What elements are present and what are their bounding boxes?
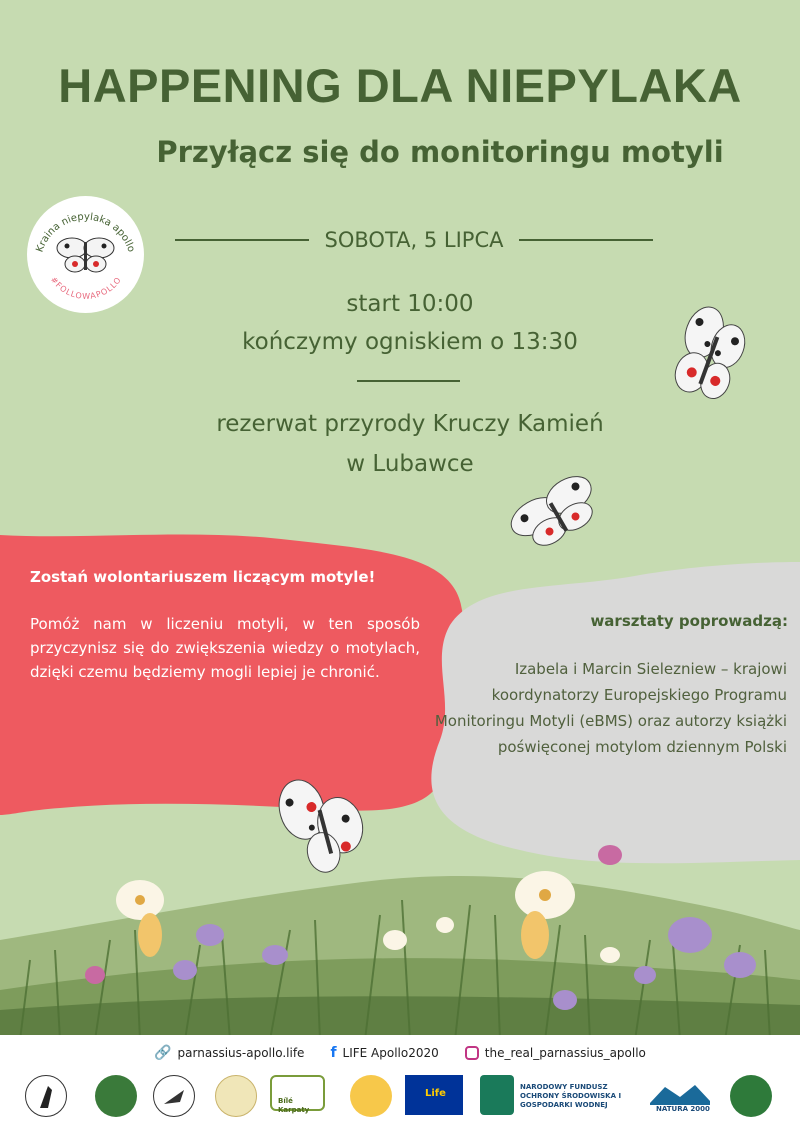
- kraina-niepylaka-badge: [27, 196, 144, 313]
- footer: [0, 1035, 800, 1131]
- location-line-2: w Lubawce: [346, 451, 474, 477]
- apollo-butterfly-icon: [272, 770, 372, 885]
- national-park-logo: [95, 1075, 137, 1117]
- website-label: parnassius-apollo.life: [177, 1046, 305, 1060]
- location-line-1: rezerwat przyrody Kruczy Kamień: [216, 411, 604, 437]
- orange-logo: [350, 1075, 392, 1117]
- end-time: kończymy ogniskiem o 13:30: [242, 329, 578, 355]
- facebook-icon: f: [330, 1045, 337, 1061]
- eu-life-logo: [405, 1075, 463, 1115]
- event-time: [150, 285, 670, 361]
- natura-text: NATURA 2000: [656, 1105, 710, 1113]
- butterfly-icon: [57, 238, 114, 272]
- workshop-heading: warsztaty poprowadzą:: [590, 612, 788, 630]
- date-row: [175, 228, 653, 252]
- partner-logos: [10, 1075, 790, 1125]
- life-text: Life: [425, 1088, 446, 1099]
- instagram-link[interactable]: [465, 1046, 646, 1060]
- instagram-icon: [465, 1046, 479, 1060]
- website-link[interactable]: [154, 1045, 304, 1061]
- bile-karpaty-logo: [270, 1075, 325, 1114]
- link-icon: 🔗: [154, 1045, 172, 1061]
- badge-hashtag: #FOLLOWAPOLLO: [48, 275, 124, 301]
- volunteer-heading: Zostań wolontariuszem liczącym motyle!: [30, 568, 376, 586]
- bile-karpaty-text: Bílé Karpaty: [278, 1097, 310, 1114]
- workshop-text: Izabela i Marcin Sielezniew – krajowi koordynatorzy Europejskiego Programu Monitoringu Motyli (eBMS) oraz autorzy książki poświęconej motylom dziennym Polski: [434, 660, 787, 756]
- page-subtitle: Przyłącz się do monitoringu motyli: [156, 135, 724, 169]
- natura-2000-logo: [650, 1075, 710, 1115]
- stork-logo: [25, 1075, 67, 1117]
- badge-ring-text: Kraina niepylaka apollo: [34, 211, 137, 254]
- forestry-logo: [730, 1075, 772, 1117]
- nfosigw-logo: [480, 1075, 514, 1115]
- nfosigw-text: NARODOWY FUNDUSZ OCHRONY ŚRODOWISKA I GOSPODARKI WODNEJ: [520, 1083, 622, 1109]
- volunteer-text: Pomóż nam w liczeniu motyli, w ten sposób przyczynisz się do zwiększenia wiedzy o motylach, dzięki czemu będziemy mogli lepiej je chronić.: [30, 615, 420, 681]
- divider: [357, 380, 460, 382]
- apollo-butterfly-icon: [668, 305, 748, 410]
- facebook-label: LIFE Apollo2020: [342, 1046, 439, 1060]
- social-links: [0, 1045, 800, 1061]
- instagram-label: the_real_parnassius_apollo: [484, 1046, 646, 1060]
- facebook-link[interactable]: [330, 1045, 438, 1061]
- event-location: [150, 404, 670, 484]
- page-title: HAPPENING DLA NIEPYLAKA: [58, 59, 742, 112]
- start-time: start 10:00: [346, 291, 474, 317]
- bird-logo: [153, 1075, 195, 1117]
- event-date: SOBOTA, 5 LIPCA: [324, 228, 504, 252]
- svg-text:#FOLLOWAPOLLO: [49, 275, 124, 301]
- divider: [519, 239, 653, 241]
- flower-logo: [215, 1075, 257, 1117]
- divider: [175, 239, 309, 241]
